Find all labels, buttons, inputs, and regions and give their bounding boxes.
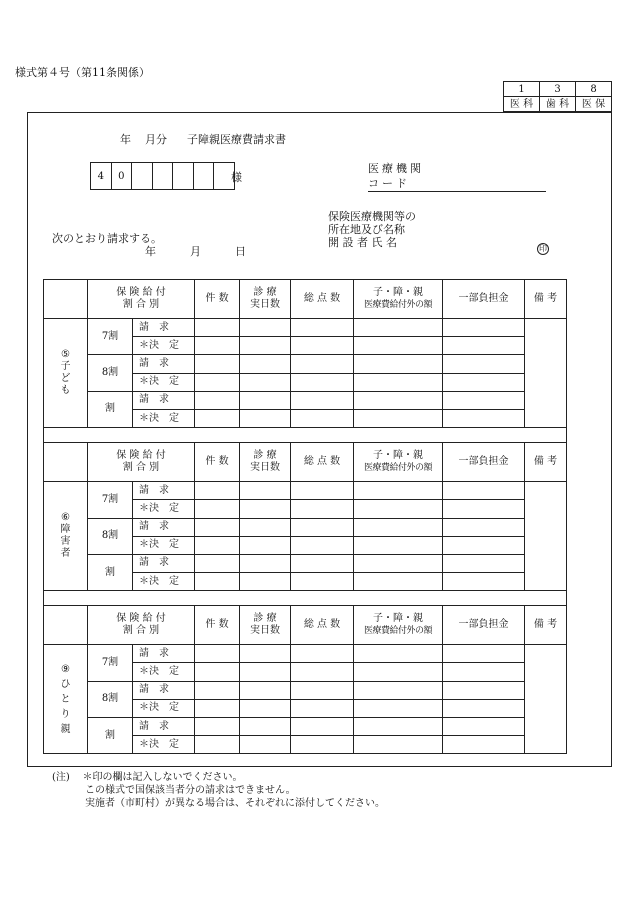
note-line-3: 実施者（市町村）が異なる場合は、それぞれに添付してください。 — [85, 798, 385, 809]
ratio-other: 割 — [88, 718, 133, 754]
title-text: 子障親医療費請求書 — [187, 133, 286, 146]
cell[interactable] — [354, 500, 443, 518]
institution-code-label-2: コード — [368, 177, 410, 190]
header-ratio: 保 険 給 付 割 合 別 — [88, 443, 195, 482]
notes-prefix: (注) — [52, 772, 70, 783]
cell[interactable] — [443, 736, 525, 754]
cell[interactable] — [291, 337, 354, 355]
header-points: 総 点 数 — [291, 443, 354, 482]
cell[interactable] — [354, 518, 443, 536]
insurer-digit[interactable] — [193, 163, 214, 190]
cell[interactable] — [195, 373, 240, 391]
cell[interactable] — [443, 355, 525, 373]
institution-code-label-1: 医療機関 — [368, 162, 424, 175]
cell[interactable] — [443, 337, 525, 355]
cell[interactable] — [240, 645, 291, 663]
form-code-box — [503, 81, 612, 112]
cell[interactable] — [291, 500, 354, 518]
form-title — [120, 131, 286, 147]
group-separator — [44, 591, 567, 606]
cell[interactable] — [443, 500, 525, 518]
cell[interactable] — [240, 518, 291, 536]
cell[interactable] — [291, 554, 354, 572]
remarks-cell[interactable] — [525, 482, 567, 591]
header-blank — [44, 606, 88, 645]
ratio-7: 7割 — [88, 645, 133, 681]
cell[interactable] — [195, 337, 240, 355]
ratio-other: 割 — [88, 391, 133, 427]
ratio-8: 8割 — [88, 681, 133, 717]
cell[interactable] — [240, 554, 291, 572]
cell[interactable] — [291, 718, 354, 736]
group-label-children: ⑤ 子 ど も — [44, 319, 88, 428]
cell[interactable] — [240, 319, 291, 337]
header-points: 総 点 数 — [291, 606, 354, 645]
code-top-2: 3 — [540, 82, 576, 97]
row-label-claim: 請 求 — [133, 681, 195, 699]
cell[interactable] — [240, 409, 291, 427]
insurer-digit[interactable]: 0 — [111, 163, 132, 190]
cell[interactable] — [240, 373, 291, 391]
ratio-7: 7割 — [88, 482, 133, 518]
cell[interactable] — [240, 536, 291, 554]
code-bottom-3: 医 保 — [576, 97, 612, 112]
header-blank — [44, 280, 88, 319]
cell[interactable] — [195, 699, 240, 717]
group-label-disabled: ⑥ 障 害 者 — [44, 482, 88, 591]
code-bottom-2: 歯 科 — [540, 97, 576, 112]
cell[interactable] — [443, 482, 525, 500]
cell[interactable] — [354, 681, 443, 699]
cell[interactable] — [443, 681, 525, 699]
cell[interactable] — [443, 554, 525, 572]
header-extra: 子・障・親 医療費給付外の額 — [354, 443, 443, 482]
cell[interactable] — [443, 699, 525, 717]
header-ratio: 保 険 給 付 割 合 別 — [88, 280, 195, 319]
cell[interactable] — [195, 645, 240, 663]
row-label-claim: 請 求 — [133, 391, 195, 409]
remarks-cell[interactable] — [525, 645, 567, 754]
cell[interactable] — [195, 482, 240, 500]
cell[interactable] — [354, 554, 443, 572]
remarks-cell[interactable] — [525, 319, 567, 428]
address-label-2: 所在地及び名称 — [328, 223, 405, 236]
cell[interactable] — [354, 663, 443, 681]
header-count: 件 数 — [195, 606, 240, 645]
header-remarks: 備 考 — [525, 606, 567, 645]
cell[interactable] — [240, 391, 291, 409]
address-label-3: 開 設 者 氏 名 — [328, 236, 397, 249]
header-copay: 一部負担金 — [443, 606, 525, 645]
cell[interactable] — [195, 663, 240, 681]
address-label-1: 保険医療機関等の — [328, 210, 416, 223]
row-label-decided: ＊決 定 — [133, 573, 195, 591]
cell[interactable] — [354, 645, 443, 663]
insurer-digit[interactable] — [173, 163, 194, 190]
request-text: 次のとおり請求する。 — [52, 232, 162, 245]
cell[interactable] — [195, 355, 240, 373]
header-days: 診 療 実日数 — [240, 280, 291, 319]
date-year: 年 — [145, 245, 156, 258]
header-remarks: 備 考 — [525, 280, 567, 319]
insurer-digit[interactable]: 4 — [91, 163, 112, 190]
header-remarks: 備 考 — [525, 443, 567, 482]
cell[interactable] — [240, 699, 291, 717]
cell[interactable] — [240, 663, 291, 681]
cell[interactable] — [240, 482, 291, 500]
header-extra: 子・障・親 医療費給付外の額 — [354, 606, 443, 645]
cell[interactable] — [291, 663, 354, 681]
header-copay: 一部負担金 — [443, 280, 525, 319]
institution-code-line[interactable] — [368, 191, 546, 192]
header-copay: 一部負担金 — [443, 443, 525, 482]
cell[interactable] — [443, 645, 525, 663]
cell[interactable] — [195, 518, 240, 536]
cell[interactable] — [195, 718, 240, 736]
header-days: 診 療 実日数 — [240, 443, 291, 482]
cell[interactable] — [291, 681, 354, 699]
group-label-single-parent: ⑨ ひ と り 親 — [44, 645, 88, 754]
header-count: 件 数 — [195, 280, 240, 319]
row-label-decided: ＊決 定 — [133, 663, 195, 681]
cell[interactable] — [195, 500, 240, 518]
header-days: 診 療 実日数 — [240, 606, 291, 645]
ratio-other: 割 — [88, 554, 133, 590]
cell[interactable] — [443, 319, 525, 337]
cell[interactable] — [195, 554, 240, 572]
insurer-digit[interactable] — [152, 163, 173, 190]
ratio-8: 8割 — [88, 355, 133, 391]
row-label-decided: ＊決 定 — [133, 699, 195, 717]
cell[interactable] — [443, 391, 525, 409]
cell[interactable] — [291, 319, 354, 337]
row-label-decided: ＊決 定 — [133, 337, 195, 355]
row-label-claim: 請 求 — [133, 482, 195, 500]
cell[interactable] — [354, 482, 443, 500]
address-labels — [328, 210, 416, 249]
cell[interactable] — [291, 699, 354, 717]
row-label-decided: ＊決 定 — [133, 500, 195, 518]
cell[interactable] — [443, 663, 525, 681]
form-id: 様式第４号（第11条関係） — [15, 66, 150, 79]
date-month: 月 — [190, 245, 201, 258]
cell[interactable] — [240, 736, 291, 754]
row-label-decided: ＊決 定 — [133, 736, 195, 754]
cell[interactable] — [443, 573, 525, 591]
cell[interactable] — [195, 409, 240, 427]
row-label-claim: 請 求 — [133, 355, 195, 373]
date-day: 日 — [235, 245, 246, 258]
cell[interactable] — [195, 736, 240, 754]
row-label-decided: ＊決 定 — [133, 536, 195, 554]
header-blank — [44, 443, 88, 482]
note-line-2: この様式で国保該当者分の請求はできません。 — [85, 785, 296, 796]
row-label-claim: 請 求 — [133, 319, 195, 337]
title-year: 年 — [120, 133, 131, 146]
code-bottom-1: 医 科 — [504, 97, 540, 112]
cell[interactable] — [291, 391, 354, 409]
notes — [52, 771, 385, 810]
cell[interactable] — [443, 718, 525, 736]
cell[interactable] — [354, 718, 443, 736]
cell[interactable] — [291, 536, 354, 554]
cell[interactable] — [443, 536, 525, 554]
cell[interactable] — [354, 373, 443, 391]
ratio-8: 8割 — [88, 518, 133, 554]
cell[interactable] — [240, 355, 291, 373]
cell[interactable] — [354, 536, 443, 554]
cell[interactable] — [291, 482, 354, 500]
cell[interactable] — [195, 681, 240, 699]
cell[interactable] — [195, 391, 240, 409]
cell[interactable] — [240, 681, 291, 699]
date-line — [145, 243, 246, 259]
cell[interactable] — [195, 573, 240, 591]
cell[interactable] — [354, 736, 443, 754]
cell[interactable] — [354, 573, 443, 591]
row-label-decided: ＊決 定 — [133, 373, 195, 391]
cell[interactable] — [291, 373, 354, 391]
row-label-claim: 請 求 — [133, 554, 195, 572]
cell[interactable] — [291, 736, 354, 754]
cell[interactable] — [354, 355, 443, 373]
row-label-claim: 請 求 — [133, 645, 195, 663]
cell[interactable] — [291, 645, 354, 663]
cell[interactable] — [354, 337, 443, 355]
cell[interactable] — [291, 409, 354, 427]
cell[interactable] — [443, 373, 525, 391]
cell[interactable] — [443, 518, 525, 536]
row-label-claim: 請 求 — [133, 518, 195, 536]
insurer-number-boxes — [90, 162, 235, 190]
cell[interactable] — [291, 518, 354, 536]
header-ratio: 保 険 給 付 割 合 別 — [88, 606, 195, 645]
cell[interactable] — [354, 391, 443, 409]
cell[interactable] — [443, 409, 525, 427]
note-line-1: ＊印の欄は記入しないでください。 — [82, 772, 243, 783]
header-extra: 子・障・親 医療費給付外の額 — [354, 280, 443, 319]
title-month: 月分 — [145, 133, 167, 146]
cell[interactable] — [195, 536, 240, 554]
code-top-1: 1 — [504, 82, 540, 97]
row-label-claim: 請 求 — [133, 718, 195, 736]
ratio-7: 7割 — [88, 319, 133, 355]
header-count: 件 数 — [195, 443, 240, 482]
cell[interactable] — [291, 355, 354, 373]
code-top-3: 8 — [576, 82, 612, 97]
insurer-digit[interactable] — [132, 163, 153, 190]
header-points: 総 点 数 — [291, 280, 354, 319]
claims-table — [43, 279, 567, 754]
row-label-decided: ＊決 定 — [133, 409, 195, 427]
institution-code-label — [368, 161, 424, 191]
cell[interactable] — [354, 319, 443, 337]
cell[interactable] — [291, 573, 354, 591]
cell[interactable] — [240, 573, 291, 591]
group-separator — [44, 428, 567, 443]
addressee-suffix: 様 — [231, 171, 242, 184]
cell[interactable] — [195, 319, 240, 337]
cell[interactable] — [240, 500, 291, 518]
cell[interactable] — [240, 337, 291, 355]
cell[interactable] — [354, 409, 443, 427]
cell[interactable] — [240, 718, 291, 736]
cell[interactable] — [354, 699, 443, 717]
seal-mark: 印 — [539, 244, 547, 253]
